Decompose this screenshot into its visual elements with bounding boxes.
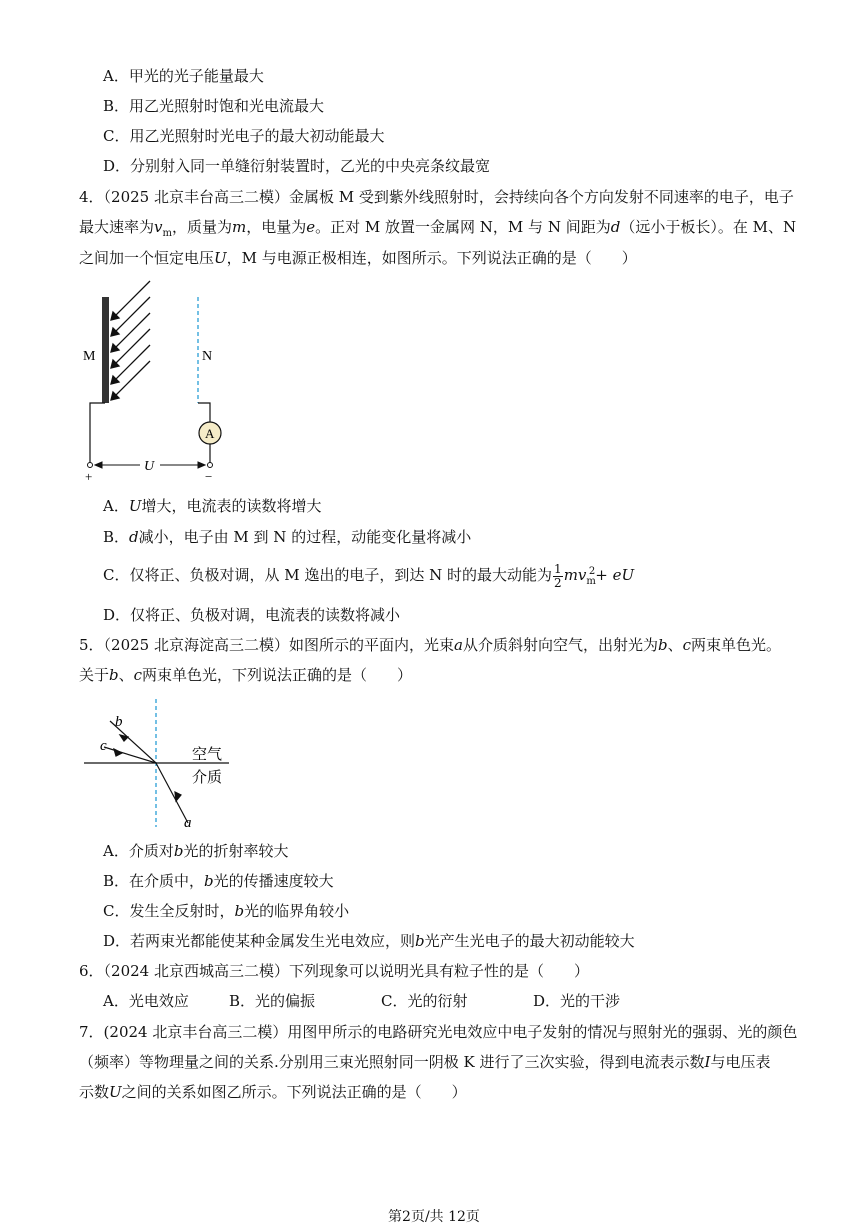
label-medium: 介质: [192, 768, 223, 786]
label-b: b: [115, 714, 123, 730]
uv-light-arrows: [111, 281, 150, 400]
q4-option-d: D．仅将正、负极对调，电流表的读数将减小: [103, 606, 401, 624]
q4-option-b: B．d减小，电子由 M 到 N 的过程，动能变化量将减小: [103, 528, 472, 546]
label-u: U: [144, 459, 155, 474]
label-minus: −: [205, 469, 213, 484]
q7-stem-line2: （频率）等物理量之间的关系.分别用三束光照射同一阴极 K 进行了三次实验，得到电流表示数I与电压表: [79, 1053, 771, 1071]
light-rays: [104, 721, 188, 823]
q5-refraction-figure: [84, 697, 244, 832]
q4-option-c: C．仅将正、负极对调，从 M 逸出的电子，到达 N 时的最大动能为 $\frac{1}{2}$ $mv_m^2+$ eU: [103, 561, 635, 590]
fraction-one-half: $\frac{1}{2}$: [554, 561, 562, 590]
q4-stem-line2: 最大速率为$v_m$，质量为m，电量为e。正对 M 放置一金属网 N，M 与 N 间距为d（远小于板长）。在 M、N: [79, 218, 797, 239]
label-plus: +: [85, 469, 93, 484]
q4-circuit-figure: [70, 275, 240, 485]
q6-option-c: C．光的衍射: [381, 992, 468, 1010]
q3-option-c: C．用乙光照射时光电子的最大初动能最大: [103, 127, 385, 145]
q6-option-d: D．光的干涉: [533, 992, 621, 1010]
terminal-negative: [208, 463, 213, 468]
q5-stem-line1: 5．（2025 北京海淀高三二模）如图所示的平面内，光束a从介质斜射向空气，出射光为b、c两束单色光。: [79, 636, 782, 654]
q4-option-a: A．U增大，电流表的读数将增大: [103, 497, 322, 515]
q7-stem-line1: 7．(2024 北京丰台高三二模）用图甲所示的电路研究光电效应中电子发射的情况与照射光的强弱、光的颜色: [79, 1023, 798, 1041]
q5-option-a: A．介质对b光的折射率较大: [103, 842, 289, 860]
circuit-wires: [90, 403, 210, 465]
q5-option-d: D．若两束光都能使某种金属发生光电效应，则b光产生光电子的最大初动能较大: [103, 932, 635, 950]
q5-stem-line2: 关于b、c两束单色光，下列说法正确的是（ ）: [79, 666, 413, 684]
metal-plate-m: [102, 297, 109, 403]
q7-stem-line3: 示数U之间的关系如图乙所示。下列说法正确的是（ ）: [79, 1083, 467, 1101]
q5-option-b: B．在介质中，b光的传播速度较大: [103, 872, 334, 890]
label-c: c: [100, 738, 107, 754]
label-a: a: [184, 815, 192, 831]
q3-option-d: D．分别射入同一单缝衍射装置时，乙光的中央亮条纹最宽: [103, 157, 491, 175]
terminal-positive: [88, 463, 93, 468]
q3-option-a: A．甲光的光子能量最大: [103, 67, 264, 85]
label-m: M: [83, 349, 96, 364]
page-footer: 第2页/共 12页: [388, 1209, 480, 1225]
q6-option-b: B．光的偏振: [229, 992, 316, 1010]
label-air: 空气: [192, 745, 223, 763]
q4-stem-line3: 之间加一个恒定电压U，M 与电源正极相连，如图所示。下列说法正确的是（ ）: [79, 249, 637, 267]
q3-option-b: B．用乙光照射时饱和光电流最大: [103, 97, 325, 115]
ammeter-label: A: [205, 426, 215, 441]
label-n: N: [202, 349, 213, 364]
q4-stem-line1: 4．（2025 北京丰台高三二模）金属板 M 受到紫外线照射时，会持续向各个方向发射不同速率的电子，电子: [79, 188, 794, 206]
q6-stem: 6．（2024 北京西城高三二模）下列现象可以说明光具有粒子性的是（ ）: [79, 962, 589, 980]
q5-option-c: C．发生全反射时，b光的临界角较小: [103, 902, 350, 920]
q6-option-a: A．光电效应: [103, 992, 189, 1010]
